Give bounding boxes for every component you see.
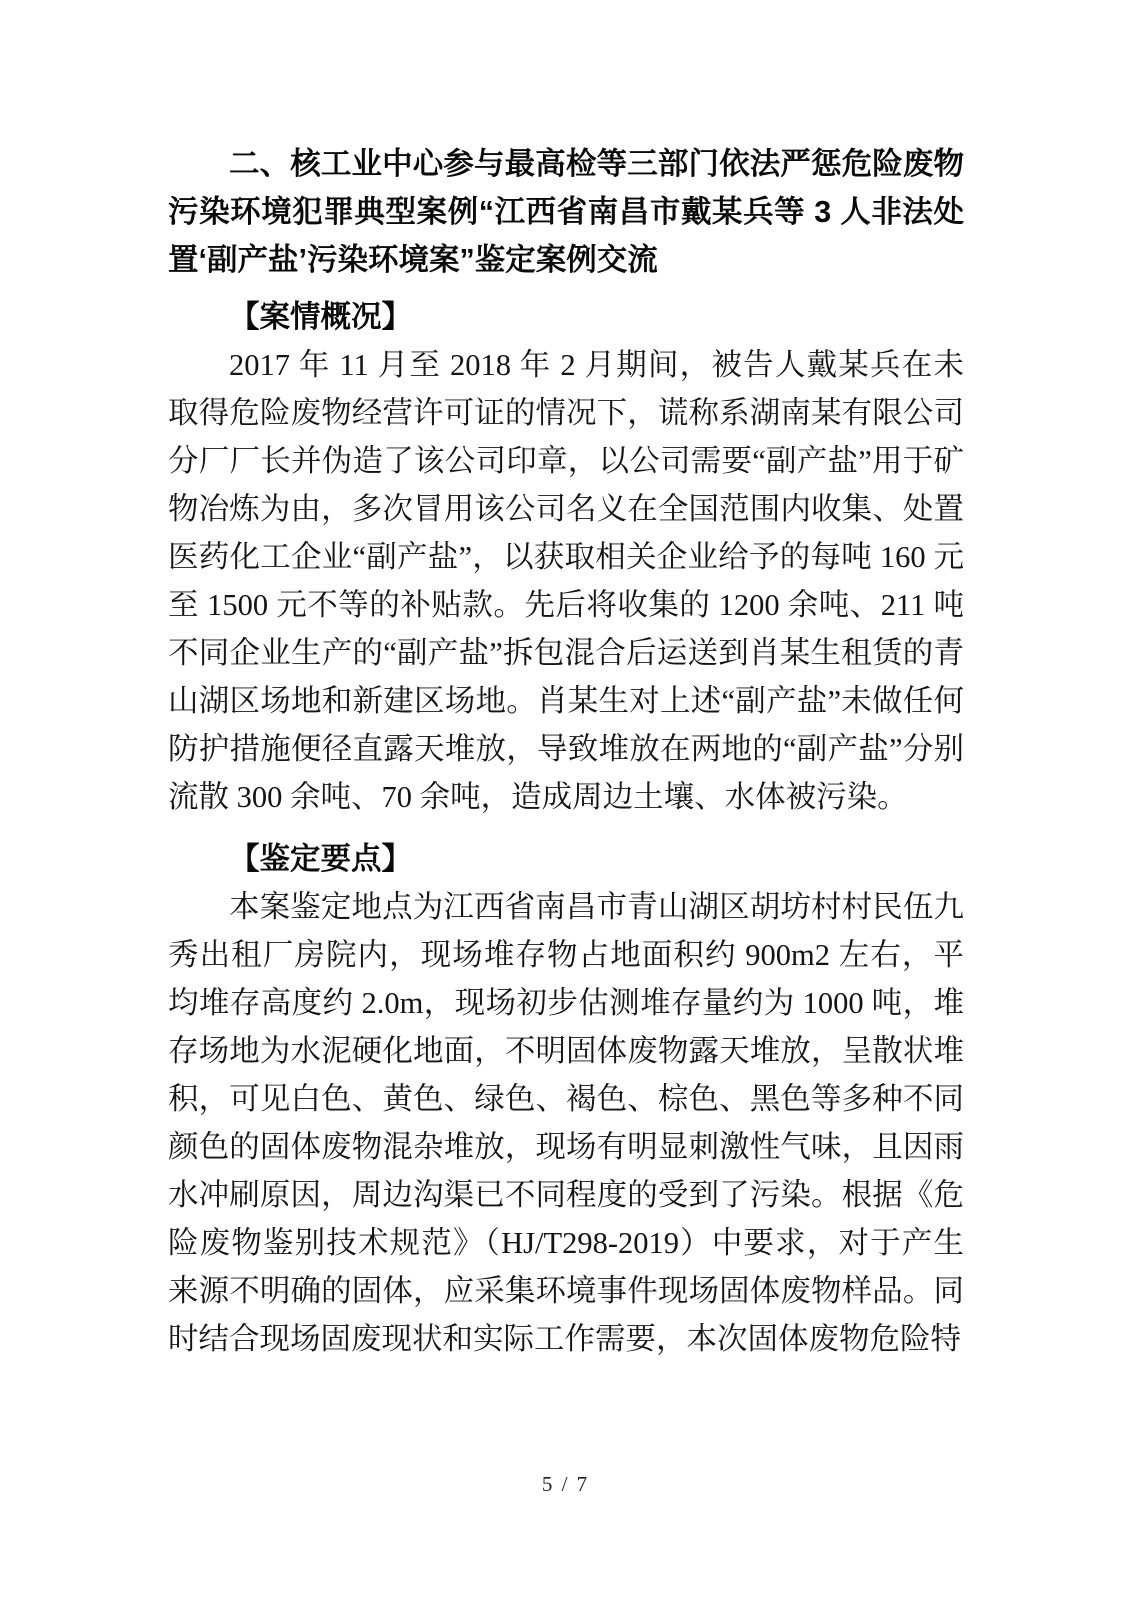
document-content	[168, 140, 964, 1363]
document-heading: 二、核工业中心参与最高检等三部门依法严惩危险废物污染环境犯罪典型案例“江西省南昌市戴某兵等 3 人非法处置‘副产盐’污染环境案”鉴定案例交流	[168, 147, 964, 277]
section-label-case-overview: 【案情概况】	[229, 300, 412, 334]
section-label-appraisal-points: 【鉴定要点】	[229, 842, 412, 876]
page-footer	[0, 1472, 1131, 1497]
case-overview-paragraph: 2017 年 11 月至 2018 年 2 月期间，被告人戴某兵在未取得危险废物经营许可证的情况下，谎称系湖南某有限公司分厂厂长并伪造了该公司印章，以公司需要“副产盐”用于矿物冶炼为由，多次冒用该公司名义在全国范围内收集、处置医药化工企业“副产盐”，以获取相关企业给予的每吨 160 元至 1500 元不等的补贴款。先后将收集的 1200 余吨、211 吨不同企业生产的“副产盐”拆包混合后运送到肖某生租赁的青山湖区场地和新建区场地。肖某生对上述“副产盐”未做任何防护措施便径直露天堆放，导致堆放在两地的“副产盐”分别流散 300 余吨、70 余吨，造成周边土壤、水体被污染。	[168, 348, 964, 814]
page-number: 5 / 7	[541, 1472, 590, 1496]
appraisal-points-paragraph: 本案鉴定地点为江西省南昌市青山湖区胡坊村村民伍九秀出租厂房院内，现场堆存物占地面积约 900m2 左右，平均堆存高度约 2.0m，现场初步估测堆存量约为 1000 吨，堆存场地为水泥硬化地面，不明固体废物露天堆放，呈散状堆积，可见白色、黄色、绿色、褐色、棕色、黑色等多种不同颜色的固体废物混杂堆放，现场有明显刺激性气味，且因雨水冲刷原因，周边沟渠已不同程度的受到了污染。根据《危险废物鉴别技术规范》（HJ/T298-2019）中要求，对于产生来源不明确的固体，应采集环境事件现场固体废物样品。同时结合现场固废现状和实际工作需要，本次固体废物危险特	[168, 890, 964, 1356]
